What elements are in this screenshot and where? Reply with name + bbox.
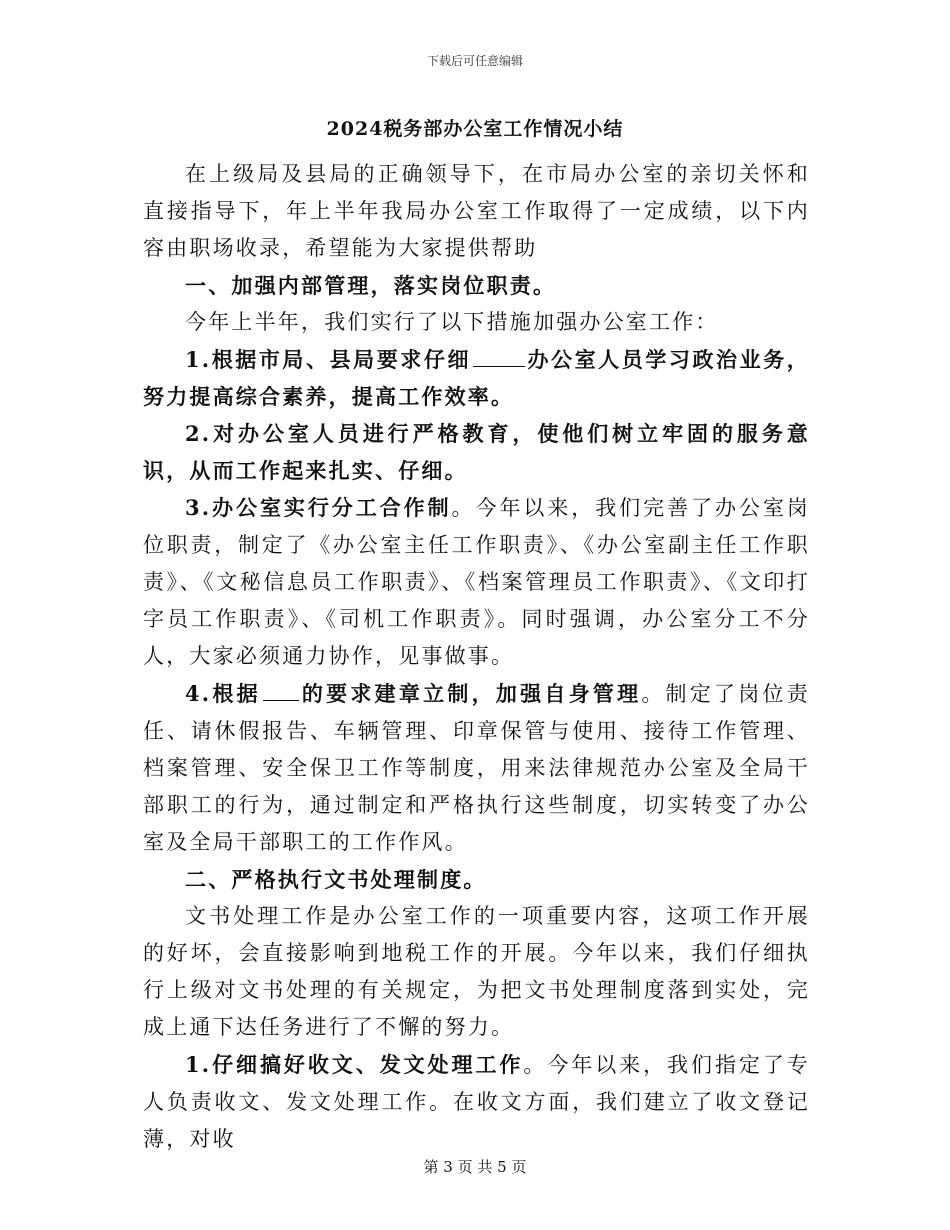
document-title: 2024税务部办公室工作情况小结 <box>326 118 624 140</box>
item-4-text: 。制定了岗位责任、请休假报告、车辆管理、印章保管与使用、接待工作管理、档案管理、安全保卫工作等制度，用来法律规范办公室及全局干部职工的行为，通过制定和严格执行这些制度，切实转变了办公室及全局干部职工的工作作风。 <box>143 682 810 854</box>
item-2: 2.对办公室人员进行严格教育，使他们树立牢固的服务意识，从而工作起来扎实、仔细。 <box>143 421 810 483</box>
item-1-part-b: 办公室人员学习政治业务，努力提高综合素养，提高工作效率。 <box>143 347 810 409</box>
item-4-lead-a: 4.根据 <box>185 681 261 706</box>
item-5-text: 。今年以来，我们指定了专人负责收文、发文处理工作。在收文方面，我们建立了收文登记薄，对收 <box>143 1053 811 1151</box>
section-1-intro: 今年上半年，我们实行了以下措施加强办公室工作： <box>185 310 719 334</box>
item-3-lead: 3.办公室实行分工合作制 <box>185 495 452 520</box>
page-header-note: 下载后可任意编辑 <box>426 54 523 68</box>
section-heading-1: 一、加强内部管理，落实岗位职责。 <box>185 273 557 298</box>
fill-in-blank <box>473 346 525 367</box>
item-5 <box>143 1046 810 1158</box>
item-5-lead: 1.仔细搞好收文、发文处理工作 <box>185 1052 524 1077</box>
intro-paragraph: 在上级局及县局的正确领导下，在市局办公室的亲切关怀和直接指导下，年上半年我局办公室工作取得了一定成绩，以下内容由职场收录，希望能为大家提供帮助 <box>143 162 810 260</box>
item-3-text: 。今年以来，我们完善了办公室岗位职责，制定了《办公室主任工作职责》、《办公室副主任工作职责》、《文秘信息员工作职责》、《档案管理员工作职责》、《文印打字员工作职责》、《司机工作职责》。同时强调，办公室分工不分人，大家必须通力协作，见事做事。 <box>143 496 811 668</box>
item-4-lead-b: 的要求建章立制，加强自身管理 <box>300 681 642 706</box>
fill-in-blank <box>263 680 299 701</box>
page-number-footer: 第 3 页 共 5 页 <box>423 1158 527 1176</box>
item-1 <box>143 341 810 415</box>
document-body <box>143 156 810 1158</box>
section-heading-2: 二、严格执行文书处理制度。 <box>185 867 487 892</box>
section-2-paragraph: 文书处理工作是办公室工作的一项重要内容，这项工作开展的好坏，会直接影响到地税工作的开展。今年以来，我们仔细执行上级对文书处理的有关规定，为把文书处理制度落到实处，完成上通下达任务进行了不懈的努力。 <box>143 904 810 1039</box>
item-4 <box>143 675 810 861</box>
item-1-part-a: 1.根据市局、县局要求仔细 <box>185 347 472 372</box>
item-3 <box>143 489 810 675</box>
